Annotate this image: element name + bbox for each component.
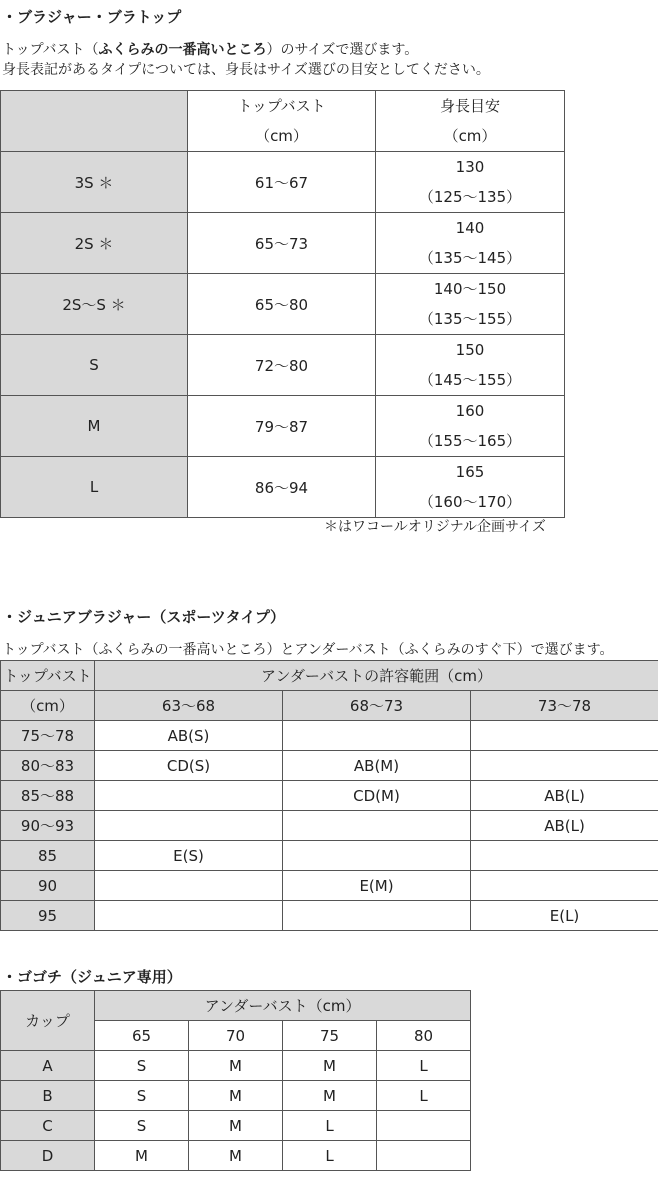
top-bust-cell: 85 (1, 841, 95, 871)
top-bust-cell: 80～83 (1, 751, 95, 781)
size-cell (283, 811, 471, 841)
junior-bra-table (0, 660, 658, 931)
table-row (1, 721, 658, 751)
table-row (1, 781, 658, 811)
size-cell: M (283, 1081, 377, 1111)
size-cell (471, 871, 658, 901)
table-header-row (1, 91, 565, 152)
table-row (1, 751, 658, 781)
table-row (1, 811, 658, 841)
size-cell: L (283, 1141, 377, 1171)
size-cell (95, 871, 283, 901)
section2-description: トップバスト（ふくらみの一番高いところ）とアンダーバスト（ふくらみのすぐ下）で選びます。 (2, 642, 614, 658)
size-cell: AB(M) (283, 751, 471, 781)
size-cell (95, 811, 283, 841)
height-value: 160 (455, 402, 485, 420)
size-cell (283, 901, 471, 931)
table-row (1, 901, 658, 931)
height-value: 150 (455, 341, 485, 359)
size-cell: S (95, 1081, 189, 1111)
top-bust-cell: 90 (1, 871, 95, 901)
gogochi-size-table (0, 990, 471, 1171)
table-header-row (1, 991, 471, 1021)
under-col-header: 65 (95, 1021, 189, 1051)
bust-cell: 65～80 (188, 274, 376, 335)
under-col-header: 73～78 (471, 691, 658, 721)
table-row (1, 1141, 471, 1171)
size-cell: L (377, 1051, 471, 1081)
section1-heading: ・ブラジャー・ブラトップ (2, 8, 182, 26)
bust-cell: 61～67 (188, 152, 376, 213)
table-row (1, 1111, 471, 1141)
top-bust-cell: 85～88 (1, 781, 95, 811)
bust-cell: 65～73 (188, 213, 376, 274)
height-range: （135～155） (418, 310, 522, 328)
desc-part-a: トップバスト（ (2, 42, 99, 58)
header-unit: （cm） (1, 691, 95, 721)
size-cell: M (189, 1141, 283, 1171)
size-cell: M (95, 1141, 189, 1171)
size-cell: M (283, 1051, 377, 1081)
height-range: （160～170） (418, 493, 522, 511)
size-cell: AB(L) (471, 781, 658, 811)
size-cell: L (377, 1081, 471, 1111)
size-cell (283, 841, 471, 871)
section2-heading: ・ジュニアブラジャー（スポーツタイプ） (2, 608, 286, 626)
under-col-header: 63～68 (95, 691, 283, 721)
header-unit: （cm） (443, 127, 497, 145)
size-cell (95, 781, 283, 811)
table-header-row (1, 661, 658, 691)
table-row (1, 457, 565, 518)
height-range: （135～145） (418, 249, 522, 267)
height-cell (376, 213, 565, 274)
height-cell (376, 274, 565, 335)
size-cell: S (1, 335, 188, 396)
height-value: 130 (455, 158, 485, 176)
size-cell: E(M) (283, 871, 471, 901)
size-cell: M (189, 1081, 283, 1111)
cup-cell: C (1, 1111, 95, 1141)
size-cell (377, 1111, 471, 1141)
desc-part-c: ）のサイズで選びます。 (266, 42, 419, 58)
height-cell (376, 335, 565, 396)
size-cell (471, 751, 658, 781)
size-cell: M (189, 1111, 283, 1141)
section3-heading: ・ゴゴチ（ジュニア専用） (2, 968, 182, 986)
under-col-header: 70 (189, 1021, 283, 1051)
bust-cell: 79～87 (188, 396, 376, 457)
table-row (1, 152, 565, 213)
under-col-header: 75 (283, 1021, 377, 1051)
header-under-bust: アンダーバストの許容範囲（cm） (95, 661, 658, 691)
height-cell (376, 396, 565, 457)
table-row (1, 396, 565, 457)
header-unit: （cm） (255, 127, 308, 145)
table-row (1, 335, 565, 396)
section1-description-line1 (2, 40, 418, 60)
table-header-row (1, 691, 658, 721)
size-cell (95, 901, 283, 931)
height-value: 165 (455, 463, 485, 481)
desc-part-bold: ふくらみの一番高いところ (98, 42, 267, 58)
bust-cell: 86～94 (188, 457, 376, 518)
height-cell (376, 152, 565, 213)
size-cell (377, 1141, 471, 1171)
header-top-bust: トップバスト (1, 661, 95, 691)
header-under-bust: アンダーバスト（cm） (95, 991, 471, 1021)
size-cell: E(L) (471, 901, 658, 931)
size-cell: 3S ＊ (1, 152, 188, 213)
table-row (1, 1051, 471, 1081)
height-range: （125～135） (418, 188, 522, 206)
size-cell (283, 721, 471, 751)
top-bust-cell: 95 (1, 901, 95, 931)
size-cell (471, 721, 658, 751)
height-value: 140～150 (433, 280, 507, 298)
original-size-note: ＊はワコールオリジナル企画サイズ (324, 519, 546, 535)
table-row (1, 841, 658, 871)
size-cell: CD(S) (95, 751, 283, 781)
bra-size-table (0, 90, 565, 518)
height-value: 140 (455, 219, 485, 237)
size-cell (471, 841, 658, 871)
table-row (1, 274, 565, 335)
size-cell: M (189, 1051, 283, 1081)
size-cell: L (283, 1111, 377, 1141)
cup-cell: D (1, 1141, 95, 1171)
height-range: （145～155） (418, 371, 522, 389)
size-cell: 2S～S ＊ (1, 274, 188, 335)
size-cell: CD(M) (283, 781, 471, 811)
under-col-header: 68～73 (283, 691, 471, 721)
cup-cell: A (1, 1051, 95, 1081)
table-row (1, 871, 658, 901)
header-blank-cell (1, 91, 188, 152)
header-top-bust (188, 91, 376, 152)
table-row (1, 1081, 471, 1111)
top-bust-cell: 90～93 (1, 811, 95, 841)
header-height (376, 91, 565, 152)
size-cell: S (95, 1051, 189, 1081)
height-range: （155～165） (418, 432, 522, 450)
size-cell: E(S) (95, 841, 283, 871)
size-cell: L (1, 457, 188, 518)
size-cell: M (1, 396, 188, 457)
under-col-header: 80 (377, 1021, 471, 1051)
header-cup: カップ (1, 991, 95, 1051)
section1-description-line2: 身長表記があるタイプについては、身長はサイズ選びの目安としてください。 (2, 62, 490, 78)
bust-cell: 72～80 (188, 335, 376, 396)
size-cell: AB(L) (471, 811, 658, 841)
header-label: 身長目安 (439, 97, 500, 115)
size-cell: 2S ＊ (1, 213, 188, 274)
size-cell: AB(S) (95, 721, 283, 751)
cup-cell: B (1, 1081, 95, 1111)
table-row (1, 213, 565, 274)
size-cell: S (95, 1111, 189, 1141)
height-cell (376, 457, 565, 518)
top-bust-cell: 75～78 (1, 721, 95, 751)
header-label: トップバスト (237, 97, 326, 115)
